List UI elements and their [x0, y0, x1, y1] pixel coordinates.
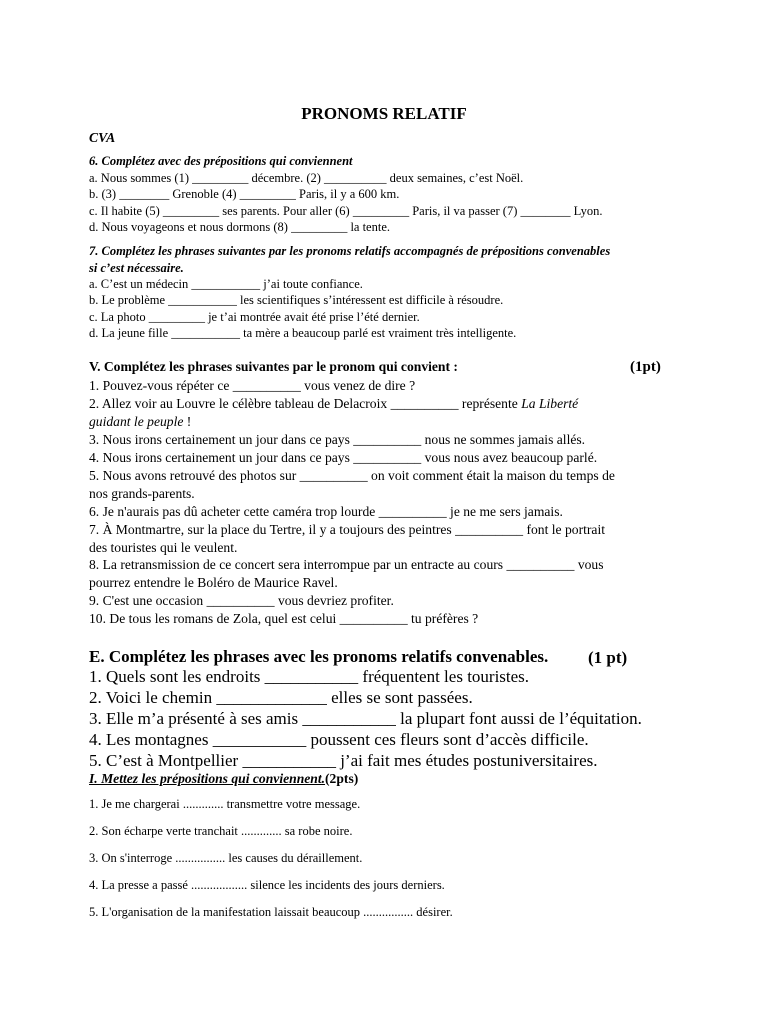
section-v-line: 8. La retransmission de ce concert sera interrompue par un entracte au cours __________ vous: [89, 557, 604, 572]
section-6-line: c. Il habite (5) _________ ses parents. Pour aller (6) _________ Paris, il va passer (7) ________ Lyon.: [89, 204, 603, 218]
section-v-line: 6. Je n'aurais pas dû acheter cette caméra trop lourde __________ je ne me sers jamais.: [89, 504, 563, 519]
section-v-line: nos grands-parents.: [89, 486, 195, 501]
section-7-heading-cont: si c’est nécessaire.: [89, 261, 184, 275]
section-v-line: [89, 415, 191, 429]
section-v-line: 4. Nous irons certainement un jour dans ce pays __________ vous nous avez beaucoup parlé.: [89, 450, 598, 465]
section-v-line: 5. Nous avons retrouvé des photos sur __________ on voit comment était la maison du temps de: [89, 468, 615, 483]
section-v-heading: V. Complétez les phrases suivantes par le pronom qui convient :: [89, 359, 458, 374]
section-6-line: a. Nous sommes (1) _________ décembre. (2) __________ deux semaines, c’est Noël.: [89, 171, 524, 185]
section-i-line: 1. Je me chargerai ............. transmettre votre message.: [89, 797, 361, 811]
section-6-line: b. (3) ________ Grenoble (4) _________ Paris, il y a 600 km.: [89, 187, 400, 201]
section-7-heading: 7. Complétez les phrases suivantes par les pronoms relatifs accompagnés de prépositions convenables: [89, 244, 611, 258]
section-e-line: 5. C’est à Montpellier ___________ j’ai fait mes études postuniversitaires.: [89, 751, 598, 770]
section-v-line: des touristes qui le veulent.: [89, 540, 238, 555]
section-6-heading: 6. Complétez avec des prépositions qui conviennent: [89, 154, 353, 168]
section-i-line: 2. Son écharpe verte tranchait ............. sa robe noire.: [89, 824, 353, 838]
page-title: PRONOMS RELATIF: [301, 104, 467, 123]
section-e-points: (1 pt): [588, 648, 628, 667]
section-v-title-italic: La Liberté: [521, 396, 579, 411]
section-i-heading: [89, 772, 358, 786]
section-7-line: a. C’est un médecin ___________ j’ai toute confiance.: [89, 277, 363, 291]
section-i-line: 5. L'organisation de la manifestation laissait beaucoup ................ désirer.: [89, 905, 453, 919]
cva-label: CVA: [89, 130, 116, 145]
section-e-line: 3. Elle m’a présenté à ses amis ___________ la plupart font aussi de l’équitation.: [89, 709, 642, 728]
section-i-title: I. Mettez les prépositions qui conviennent.: [89, 771, 326, 786]
section-i-line: 3. On s'interroge ................ les causes du déraillement.: [89, 851, 363, 865]
section-7-line: d. La jeune fille ___________ ta mère a beaucoup parlé est vraiment très intelligente.: [89, 326, 517, 340]
section-e-line: 4. Les montagnes ___________ poussent ces fleurs sont d’accès difficile.: [89, 730, 589, 749]
section-i-points: (2pts): [325, 771, 359, 786]
section-v-line: 9. C'est une occasion __________ vous devriez profiter.: [89, 593, 394, 608]
section-v-points: (1pt): [630, 359, 661, 375]
section-6-line: d. Nous voyageons et nous dormons (8) _________ la tente.: [89, 220, 391, 234]
section-7-line: c. La photo _________ je t’ai montrée avait été prise l’été dernier.: [89, 310, 420, 324]
section-v-title-italic: guidant le peuple: [89, 414, 184, 429]
section-v-line: 10. De tous les romans de Zola, quel est celui __________ tu préfères ?: [89, 611, 479, 626]
section-v-line: 3. Nous irons certainement un jour dans ce pays __________ nous ne sommes jamais allés.: [89, 432, 586, 447]
section-v-line: 1. Pouvez-vous répéter ce __________ vous venez de dire ?: [89, 378, 416, 393]
section-v-line: [89, 397, 578, 411]
section-i-line: 4. La presse a passé .................. silence les incidents des jours derniers.: [89, 878, 445, 892]
section-v-text: 2. Allez voir au Louvre le célèbre tableau de Delacroix __________ représente: [89, 396, 522, 411]
section-e-line: 2. Voici le chemin _____________ elles se sont passées.: [89, 688, 473, 707]
section-v-text: !: [183, 414, 192, 429]
section-v-line: 7. À Montmartre, sur la place du Tertre, il y a toujours des peintres __________ font le portrait: [89, 522, 605, 537]
section-e-line: 1. Quels sont les endroits ___________ fréquentent les touristes.: [89, 667, 530, 686]
section-v-line: pourrez entendre le Boléro de Maurice Ravel.: [89, 575, 338, 590]
section-7-line: b. Le problème ___________ les scientifiques s’intéressent est difficile à résoudre.: [89, 293, 504, 307]
section-e-heading: E. Complétez les phrases avec les pronoms relatifs convenables.: [89, 647, 549, 666]
